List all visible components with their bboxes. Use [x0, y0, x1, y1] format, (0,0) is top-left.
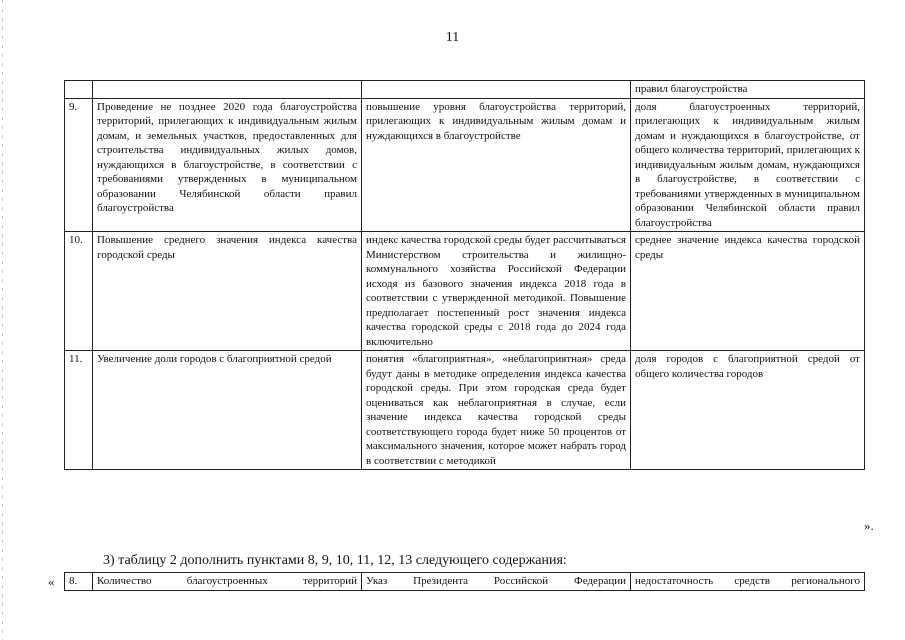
event-cell: Увеличение доли городов с благоприятной средой: [93, 351, 362, 470]
row-number: 8.: [65, 573, 93, 591]
table-row: [65, 232, 865, 351]
event-cell: [93, 81, 362, 99]
page-number: 11: [445, 30, 460, 45]
row-number: [65, 81, 93, 99]
basis-cell: Указ Президента Российской Федерации: [362, 573, 631, 591]
description-cell: повышение уровня благоустройства территорий, прилегающих к индивидуальным жилым домам и нуждающихся в благоустройстве: [362, 98, 631, 232]
event-cell: Количество благоустроенных территорий: [93, 573, 362, 591]
table-row: [65, 98, 865, 232]
indicator-cell: правил благоустройства: [631, 81, 865, 99]
scan-left-edge: [2, 0, 3, 640]
table-row: [65, 351, 865, 470]
row-number: 10.: [65, 232, 93, 351]
indicators-table: [64, 80, 865, 470]
indicator-cell: доля благоустроенных территорий, прилегающих к индивидуальным жилым домам и нуждающихся в благоустройстве, от общего количества территорий, прилегающих к индивидуальным жилым домам, нуждающихся в благоустройстве, в соответствии с требованиями утвержденных в муниципальном образовании Челябинской области правил благоустройства: [631, 98, 865, 232]
table-row: [65, 81, 865, 99]
indicator-cell: среднее значение индекса качества городской среды: [631, 232, 865, 351]
description-cell: индекс качества городской среды будет рассчитываться Министерством строительства и жилищно-коммунального хозяйства Российской Федерации исходя из базового значения индекса 2018 года в соответствии с утвержденной методикой. Повышение предполагает постепенный рост значения индекса качества городской среды с 2018 года до 2024 года включительно: [362, 232, 631, 351]
closing-quote: ».: [864, 518, 874, 533]
row-number: 9.: [65, 98, 93, 232]
description-cell: понятия «благоприятная», «неблагоприятная» среда будут даны в методике определения индекса качества городской среды. При этом городская среда будет оцениваться как неблагоприятная в случае, если значение индекса качества городской среды соответствующего города будет ниже 50 процентов от максимального значения, которое может набрать город в соответствии с методикой: [362, 351, 631, 470]
risk-cell: недостаточность средств регионального: [631, 573, 865, 591]
table-row: [65, 573, 865, 591]
opening-quote: «: [48, 574, 55, 589]
description-cell: [362, 81, 631, 99]
row-number: 11.: [65, 351, 93, 470]
amendment-instruction: 3) таблицу 2 дополнить пунктами 8, 9, 10, 11, 12, 13 следующего содержания:: [103, 553, 567, 568]
indicator-cell: доля городов с благоприятной средой от общего количества городов: [631, 351, 865, 470]
event-cell: Проведение не позднее 2020 года благоустройства территорий, прилегающих к индивидуальным жилым домам, и земельных участков, предоставленных для строительства индивидуальных жилых домов, нуждающихся в благоустройстве, в соответствии с требованиями утвержденных в муниципальном образовании Челябинской области правил благоустройства: [93, 98, 362, 232]
event-cell: Повышение среднего значения индекса качества городской среды: [93, 232, 362, 351]
table-2-additions: [64, 572, 865, 591]
